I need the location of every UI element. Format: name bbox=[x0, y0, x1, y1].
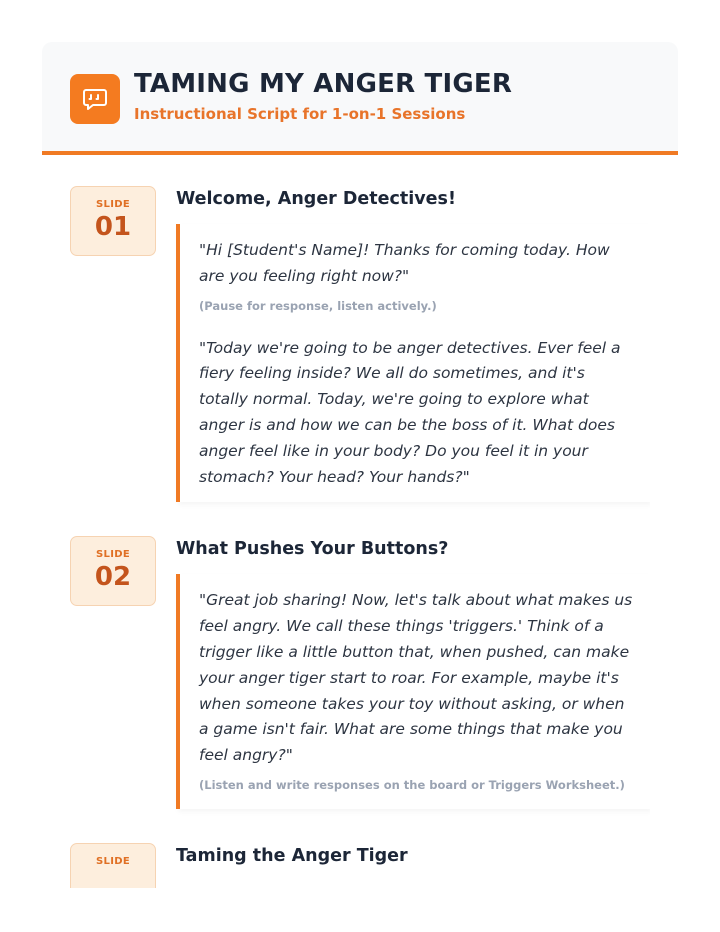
slide-section-03 bbox=[70, 843, 650, 868]
slide-body bbox=[176, 843, 650, 868]
slide-title: Taming the Anger Tiger bbox=[176, 845, 408, 866]
slide-badge-label: SLIDE bbox=[96, 199, 130, 210]
facilitator-note: (Listen and write responses on the board or Triggers Worksheet.) bbox=[199, 777, 625, 792]
slide-badge-label: SLIDE bbox=[96, 549, 130, 561]
speech-bubble-quote-glyph bbox=[81, 85, 109, 113]
script-content bbox=[70, 186, 650, 888]
document-subtitle: Instructional Script for 1-on-1 Sessions bbox=[134, 105, 466, 123]
speech-bubble-quote-icon bbox=[70, 74, 120, 124]
script-quote: "Great job sharing! Now, let's talk about what makes us feel angry. We call these things 'triggers.' Think of a trigger like a little button that, when pushed, can make your anger tiger start to roar. For example, maybe it's when someone takes your toy without asking, or when a game isn't fair. What are some things that make you feel angry?" bbox=[199, 591, 633, 765]
document-title: TAMING MY ANGER TIGER bbox=[134, 69, 513, 99]
slide-badge-number: 01 bbox=[94, 212, 132, 242]
slide-body bbox=[176, 536, 650, 809]
slide-title: What Pushes Your Buttons? bbox=[176, 539, 449, 560]
slide-body bbox=[176, 186, 650, 502]
slide-badge bbox=[70, 843, 156, 888]
facilitator-note: (Pause for response, listen actively.) bbox=[199, 298, 437, 313]
script-box bbox=[176, 224, 650, 502]
script-quote: "Hi [Student's Name]! Thanks for coming today. How are you feeling right now?" bbox=[199, 241, 610, 285]
document-header bbox=[42, 42, 678, 155]
slide-badge-label: SLIDE bbox=[96, 855, 130, 867]
slide-section-01 bbox=[70, 186, 650, 502]
slide-badge bbox=[70, 536, 156, 606]
script-quote: "Today we're going to be anger detectives. Ever feel a fiery feeling inside? We all do sometimes, and it's totally normal. Today, we're going to explore what anger is and how we can be the boss of it. What does anger feel like in your body? Do you feel it in your stomach? Your head? Your hands?" bbox=[199, 338, 621, 486]
slide-title: Welcome, Anger Detectives! bbox=[176, 189, 456, 209]
slide-badge-number: 02 bbox=[94, 562, 132, 593]
script-box bbox=[176, 574, 650, 809]
slide-section-02 bbox=[70, 536, 650, 809]
slide-badge bbox=[70, 186, 156, 256]
